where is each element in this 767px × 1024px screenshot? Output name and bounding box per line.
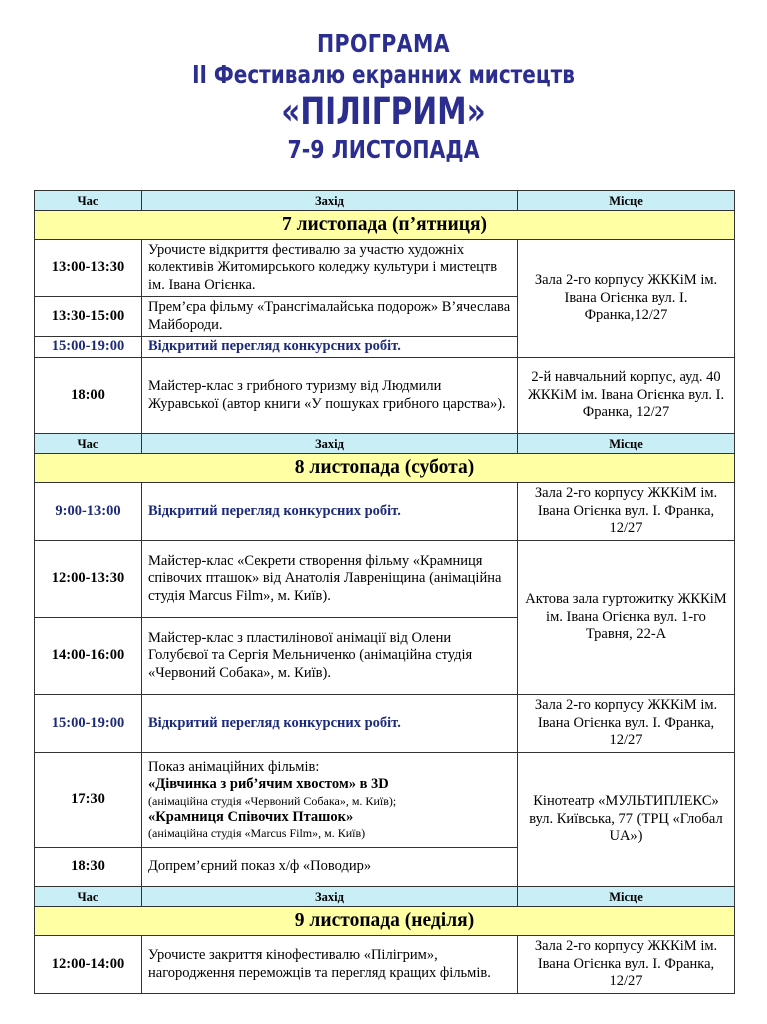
column-header-row — [35, 191, 735, 211]
day-row — [35, 454, 735, 483]
event-time: 18:00 — [35, 358, 142, 434]
event-place: Зала 2-го корпусу ЖККіМ ім. Івана Огієнка вул. І. Франка,12/27 — [518, 240, 735, 358]
day-title: 8 листопада (субота) — [35, 454, 735, 483]
event-time: 15:00-19:00 — [35, 337, 142, 358]
table-row — [35, 358, 735, 434]
col-place: Місце — [518, 191, 735, 211]
event-place: Зала 2-го корпусу ЖККіМ ім. Івана Огієнка вул. І. Франка, 12/27 — [518, 483, 735, 541]
event-description: Відкритий перегляд конкурсних робіт. — [142, 483, 518, 541]
film-studio: (анімаційна студія «Marcus Film», м. Київ) — [148, 826, 366, 841]
event-description: Прем’єра фільму «Трансгімалайська подорож» В’ячеслава Майбороди. — [142, 297, 518, 337]
col-event: Захід — [142, 191, 518, 211]
festival-name: II Фестивалю екранних мистецтв — [192, 60, 575, 89]
day-title: 7 листопада (п’ятниця) — [35, 211, 735, 240]
table-row — [35, 483, 735, 541]
column-header-row — [35, 887, 735, 907]
program-title: ПРОГРАМА — [316, 29, 451, 58]
col-time: Час — [35, 887, 142, 907]
event-time: 12:00-14:00 — [35, 936, 142, 994]
event-description: Майстер-клас з пластилінової анімації від Олени Голубєвої та Сергія Мельниченко (анімаційна студія «Червоний Собака», м. Київ). — [142, 618, 518, 695]
event-time: 13:30-15:00 — [35, 297, 142, 337]
table-row — [35, 936, 735, 994]
festival-dates: 7-9 ЛИСТОПАДА — [287, 135, 480, 164]
event-description: Майстер-клас з грибного туризму від Людмили Журавської (автор книги «У пошуках грибного царства»). — [142, 358, 518, 434]
event-time: 9:00-13:00 — [35, 483, 142, 541]
table-row — [35, 541, 735, 618]
event-description: Урочисте відкриття фестивалю за участю художніх колективів Житомирського коледжу культури і мистецтв ім. Івана Огієнка. — [142, 240, 518, 297]
film-title: «Дівчинка з риб’ячим хвостом» в 3D — [148, 776, 389, 793]
column-header-row — [35, 434, 735, 454]
event-time: 15:00-19:00 — [35, 695, 142, 753]
col-time: Час — [35, 434, 142, 454]
event-description: Майстер-клас «Секрети створення фільму «Крамниця співочих пташок» від Анатолія Лавреніщина (анімаційна студія Marcus Film», м. Київ). — [142, 541, 518, 618]
event-time: 12:00-13:30 — [35, 541, 142, 618]
day-title: 9 листопада (неділя) — [35, 907, 735, 936]
event-description — [142, 753, 518, 848]
event-time: 14:00-16:00 — [35, 618, 142, 695]
event-place: Зала 2-го корпусу ЖККіМ ім. Івана Огієнка вул. І. Франка, 12/27 — [518, 936, 735, 994]
event-place: Зала 2-го корпусу ЖККіМ ім. Івана Огієнка вул. І. Франка, 12/27 — [518, 695, 735, 753]
event-description: Допрем’єрний показ х/ф «Поводир» — [142, 848, 518, 887]
screening-intro: Показ анімаційних фільмів: — [148, 758, 320, 775]
film-studio: (анімаційна студія «Червоний Собака», м. Київ); — [148, 793, 397, 808]
event-place: Кінотеатр «МУЛЬТИПЛЕКС» вул. Київська, 77 (ТРЦ «Глобал UA») — [518, 753, 735, 887]
col-place: Місце — [518, 887, 735, 907]
event-description: Відкритий перегляд конкурсних робіт. — [142, 695, 518, 753]
col-time: Час — [35, 191, 142, 211]
schedule-table — [34, 190, 735, 994]
program-header — [0, 28, 767, 165]
day-row — [35, 211, 735, 240]
day-row — [35, 907, 735, 936]
event-description: Урочисте закриття кінофестивалю «Пілігрим», нагородження переможців та перегляд кращих фільмів. — [142, 936, 518, 994]
festival-brand: «ПІЛІГРИМ» — [281, 90, 486, 133]
col-event: Захід — [142, 434, 518, 454]
event-place: 2-й навчальний корпус, ауд. 40 ЖККіМ ім. Івана Огієнка вул. І. Франка, 12/27 — [518, 358, 735, 434]
event-place: Актова зала гуртожитку ЖККіМ ім. Івана Огієнка вул. 1-го Травня, 22-А — [518, 541, 735, 695]
col-event: Захід — [142, 887, 518, 907]
table-row — [35, 695, 735, 753]
film-title: «Крамниця Співочих Пташок» — [148, 808, 354, 825]
table-row — [35, 240, 735, 297]
col-place: Місце — [518, 434, 735, 454]
event-description: Відкритий перегляд конкурсних робіт. — [142, 337, 518, 358]
event-time: 18:30 — [35, 848, 142, 887]
event-time: 13:00-13:30 — [35, 240, 142, 297]
event-time: 17:30 — [35, 753, 142, 848]
table-row — [35, 753, 735, 848]
